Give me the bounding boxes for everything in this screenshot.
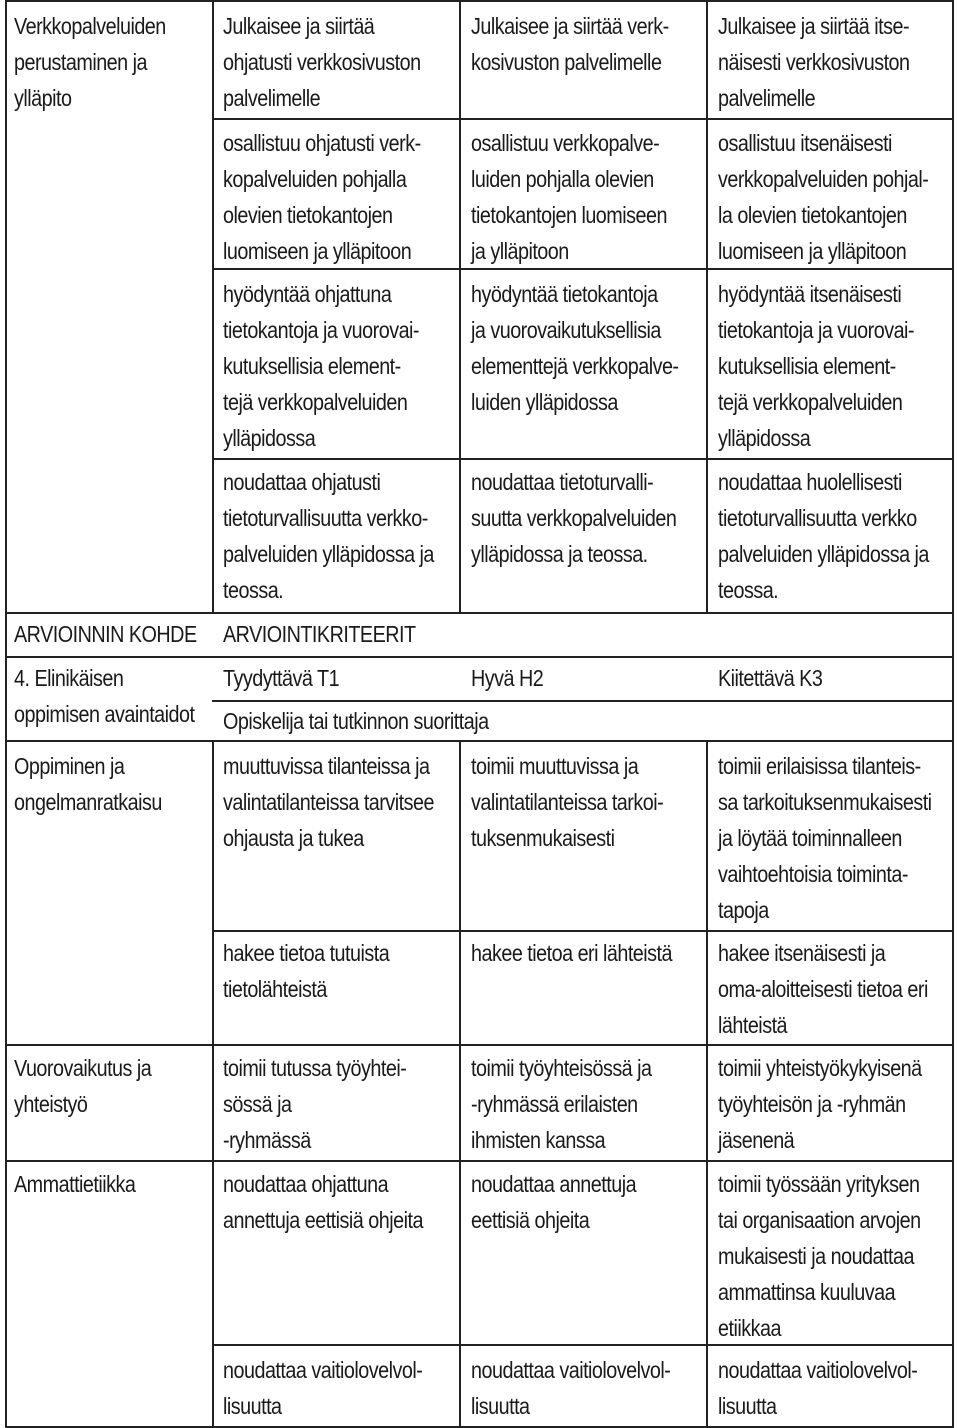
group-vuorovaikutus: Vuorovaikutus ja yhteistyö [14, 1055, 152, 1117]
group-oppiminen: Oppiminen ja ongelmanratkaisu [14, 753, 162, 815]
grade-t1-header: Tyydyttävä T1 [223, 665, 340, 691]
criteria-h2-r1: Julkaisee ja siirtää verk- kosivuston palvelimelle [471, 13, 669, 75]
top-rule-3 [212, 458, 954, 460]
criteria-b-k3-r4: toimii työssään yrityksen tai organisaation arvojen mukaisesti ja noudattaa ammattinsa kuuluvaa etiikkaa [718, 1171, 921, 1341]
criteria-b-k3-r2: hakee itsenäisesti ja oma-aloitteisesti tietoa eri lähteistä [718, 940, 928, 1038]
bottom-rule-1 [212, 930, 954, 932]
criteria-b-t1-r1: muuttuvissa tilanteissa ja valintatilanteissa tarvitsee ohjausta ja tukea [223, 753, 434, 851]
header-rule-bottom [5, 740, 954, 742]
header-rule-top [5, 612, 954, 614]
table-divider-col1-lower [212, 740, 214, 1428]
criteria-t1-r2: osallistuu ohjatusti verk- kopalveluiden pohjalla olevien tietokantojen luomiseen ja ylläpitoon [223, 130, 421, 264]
criteria-h2-r2: osallistuu verkkopalve- luiden pohjalla olevien tietokantojen luomiseen ja ylläpitoon [471, 130, 667, 264]
criteria-b-t1-r2: hakee tietoa tutuista tietolähteistä [223, 940, 390, 1002]
header-rule-mid [5, 656, 954, 658]
table-border-top [5, 0, 954, 2]
criteria-b-h2-r4: noudattaa annettuja eettisiä ohjeita [471, 1171, 637, 1233]
grade-k3-header: Kiitettävä K3 [718, 665, 823, 691]
criteria-b-k3-r5: noudattaa vaitiolovelvol- lisuutta [718, 1357, 918, 1419]
criteria-k3-r1: Julkaisee ja siirtää itse- näisesti verkkosivuston palvelimelle [718, 13, 910, 111]
criteria-t1-r3: hyödyntää ohjattuna tietokantoja ja vuorovai- kutuksellisia element- tejä verkkopalveluiden ylläpidossa [223, 281, 420, 451]
group-ammattietiikka: Ammattietiikka [14, 1171, 136, 1197]
criteria-b-h2-r5: noudattaa vaitiolovelvol- lisuutta [471, 1357, 671, 1419]
arviointikriteerit-header: ARVIOINTIKRITEERIT [223, 621, 416, 647]
criteria-h2-r3: hyödyntää tietokantoja ja vuorovaikutuksellisia elementtejä verkkopalve- luiden ylläpidossa [471, 281, 679, 415]
subheader-opiskelija: Opiskelija tai tutkinnon suorittaja [223, 708, 489, 734]
grade-h2-header: Hyvä H2 [471, 665, 544, 691]
criteria-h2-r4: noudattaa tietoturvalli- suutta verkkopalveluiden ylläpidossa ja teossa. [471, 469, 677, 567]
top-rule-1 [212, 118, 954, 120]
criteria-b-h2-r1: toimii muuttuvissa ja valintatilanteissa tarkoi- tuksenmukaisesti [471, 753, 664, 851]
table-border-left [5, 0, 7, 1428]
criteria-b-t1-r5: noudattaa vaitiolovelvol- lisuutta [223, 1357, 423, 1419]
bottom-rule-3 [5, 1160, 954, 1162]
table-divider-col1 [212, 0, 214, 612]
criteria-b-h2-r3: toimii työyhteisössä ja -ryhmässä erilaisten ihmisten kanssa [471, 1055, 652, 1153]
arvioinnin-kohde-header: ARVIOINNIN KOHDE [14, 621, 197, 647]
criteria-k3-r2: osallistuu itsenäisesti verkkopalveluiden pohjal- la olevien tietokantojen luomiseen ja ylläpitoon [718, 130, 929, 264]
bottom-rule-2 [5, 1044, 954, 1046]
criteria-b-t1-r4: noudattaa ohjattuna annettuja eettisiä ohjeita [223, 1171, 423, 1233]
criteria-t1-r4: noudattaa ohjatusti tietoturvallisuutta verkko- palveluiden ylläpidossa ja teossa. [223, 469, 434, 603]
criteria-b-h2-r2: hakee tietoa eri lähteistä [471, 940, 673, 966]
section-title: 4. Elinikäisen oppimisen avaintaidot [14, 665, 195, 727]
criteria-b-k3-r3: toimii yhteistyökykyisenä työyhteisön ja -ryhmän jäsenenä [718, 1055, 922, 1153]
criteria-k3-r4: noudattaa huolellisesti tietoturvallisuutta verkko palveluiden ylläpidossa ja teossa. [718, 469, 929, 603]
criteria-b-t1-r3: toimii tutussa työyhtei- sössä ja -ryhmässä [223, 1055, 407, 1153]
kohde-cell-verkkopalveluiden: Verkkopalveluiden perustaminen ja ylläpito [14, 13, 166, 111]
header-rule-low [212, 700, 954, 702]
criteria-b-k3-r1: toimii erilaisissa tilanteis- sa tarkoituksenmukaisesti ja löytää toiminnalleen vaihtoehtoisia toiminta- tapoja [718, 753, 932, 923]
criteria-k3-r3: hyödyntää itsenäisesti tietokantoja ja vuorovai- kutuksellisia element- tejä verkkopalveluiden ylläpidossa [718, 281, 915, 451]
criteria-t1-r1: Julkaisee ja siirtää ohjatusti verkkosivuston palvelimelle [223, 13, 421, 111]
